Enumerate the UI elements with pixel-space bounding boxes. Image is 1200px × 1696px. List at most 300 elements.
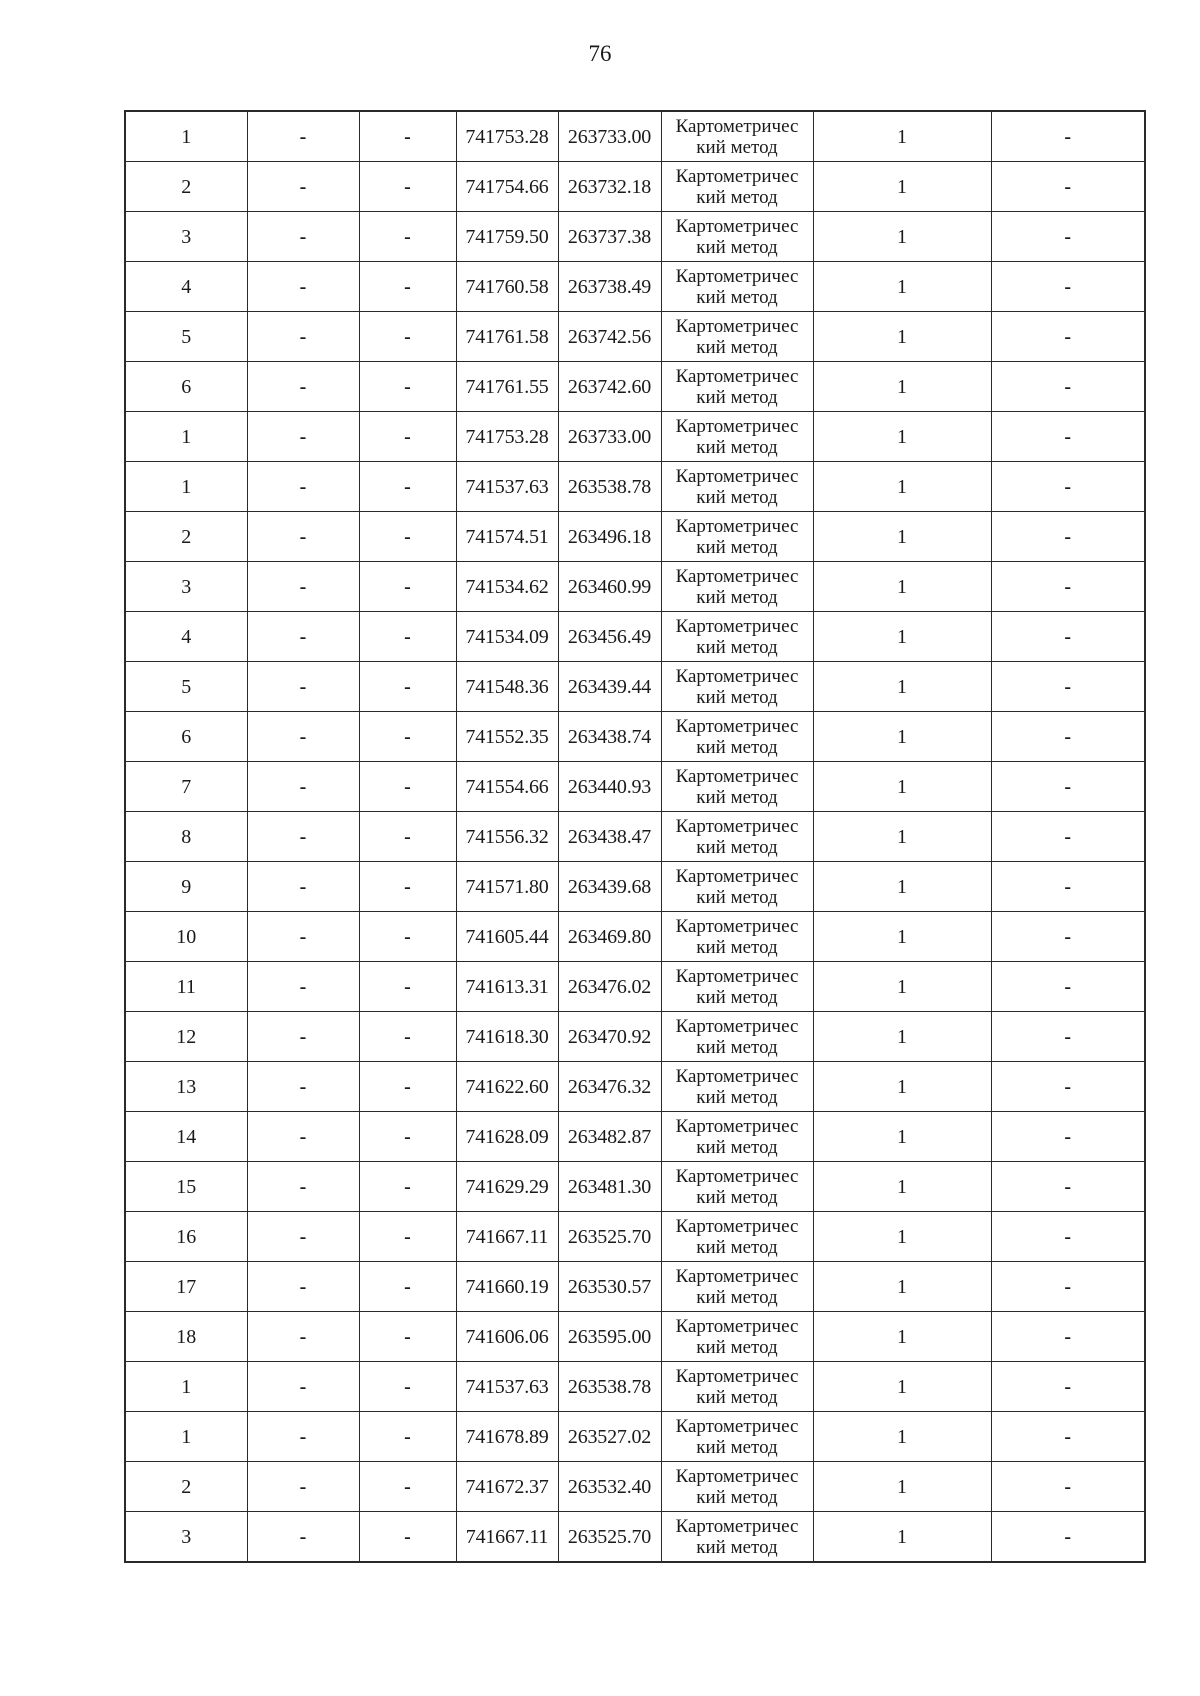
accuracy-cell: 1 <box>813 762 991 812</box>
point-number-cell: 5 <box>125 312 247 362</box>
method-cell <box>661 1112 813 1162</box>
empty-dash-cell: - <box>991 212 1145 262</box>
table-row <box>125 562 1145 612</box>
table-row <box>125 1362 1145 1412</box>
empty-dash-cell: - <box>991 762 1145 812</box>
method-line-2: кий метод <box>696 186 778 208</box>
empty-dash-cell: - <box>247 1462 359 1512</box>
empty-dash-cell: - <box>247 1212 359 1262</box>
table-row <box>125 1062 1145 1112</box>
method-line-2: кий метод <box>696 1136 778 1158</box>
empty-dash-cell: - <box>247 1262 359 1312</box>
method-line-1: Картометричес <box>675 1165 799 1187</box>
method-line-2: кий метод <box>696 1236 778 1258</box>
coordinate-y-cell: 263742.60 <box>558 362 661 412</box>
empty-dash-cell: - <box>991 362 1145 412</box>
empty-dash-cell: - <box>247 362 359 412</box>
method-line-2: кий метод <box>696 1386 778 1408</box>
point-number-cell: 12 <box>125 1012 247 1062</box>
empty-dash-cell: - <box>359 1262 456 1312</box>
empty-dash-cell: - <box>359 111 456 162</box>
table-row <box>125 1412 1145 1462</box>
coordinates-table <box>124 110 1146 1563</box>
table-row <box>125 1312 1145 1362</box>
empty-dash-cell: - <box>991 1212 1145 1262</box>
method-cell <box>661 712 813 762</box>
empty-dash-cell: - <box>359 462 456 512</box>
coordinate-x-cell: 741761.58 <box>456 312 558 362</box>
method-line-2: кий метод <box>696 136 778 158</box>
coordinate-y-cell: 263469.80 <box>558 912 661 962</box>
method-line-2: кий метод <box>696 386 778 408</box>
method-cell <box>661 1462 813 1512</box>
coordinate-y-cell: 263525.70 <box>558 1512 661 1563</box>
accuracy-cell: 1 <box>813 262 991 312</box>
point-number-cell: 13 <box>125 1062 247 1112</box>
table-row <box>125 1112 1145 1162</box>
empty-dash-cell: - <box>991 1512 1145 1563</box>
coordinate-x-cell: 741672.37 <box>456 1462 558 1512</box>
empty-dash-cell: - <box>247 1112 359 1162</box>
method-line-1: Картометричес <box>675 465 799 487</box>
empty-dash-cell: - <box>359 1112 456 1162</box>
table-row <box>125 262 1145 312</box>
point-number-cell: 18 <box>125 1312 247 1362</box>
method-line-2: кий метод <box>696 1436 778 1458</box>
coordinate-y-cell: 263470.92 <box>558 1012 661 1062</box>
coordinate-y-cell: 263438.74 <box>558 712 661 762</box>
accuracy-cell: 1 <box>813 912 991 962</box>
empty-dash-cell: - <box>991 111 1145 162</box>
empty-dash-cell: - <box>991 712 1145 762</box>
method-line-2: кий метод <box>696 986 778 1008</box>
empty-dash-cell: - <box>247 612 359 662</box>
point-number-cell: 6 <box>125 362 247 412</box>
empty-dash-cell: - <box>247 162 359 212</box>
empty-dash-cell: - <box>359 612 456 662</box>
method-line-1: Картометричес <box>675 215 799 237</box>
empty-dash-cell: - <box>247 1062 359 1112</box>
coordinate-x-cell: 741537.63 <box>456 462 558 512</box>
coordinate-x-cell: 741534.09 <box>456 612 558 662</box>
method-line-2: кий метод <box>696 836 778 858</box>
empty-dash-cell: - <box>359 512 456 562</box>
method-line-1: Картометричес <box>675 965 799 987</box>
method-cell <box>661 662 813 712</box>
table-row <box>125 412 1145 462</box>
method-cell <box>661 562 813 612</box>
coordinate-y-cell: 263742.56 <box>558 312 661 362</box>
empty-dash-cell: - <box>359 962 456 1012</box>
coordinate-y-cell: 263733.00 <box>558 412 661 462</box>
point-number-cell: 4 <box>125 612 247 662</box>
coordinate-x-cell: 741678.89 <box>456 1412 558 1462</box>
coordinate-y-cell: 263456.49 <box>558 612 661 662</box>
empty-dash-cell: - <box>359 812 456 862</box>
point-number-cell: 4 <box>125 262 247 312</box>
empty-dash-cell: - <box>359 312 456 362</box>
method-cell <box>661 1062 813 1112</box>
method-line-1: Картометричес <box>675 1315 799 1337</box>
method-line-1: Картометричес <box>675 1215 799 1237</box>
method-cell <box>661 762 813 812</box>
method-line-2: кий метод <box>696 586 778 608</box>
coordinate-x-cell: 741618.30 <box>456 1012 558 1062</box>
empty-dash-cell: - <box>247 312 359 362</box>
table-row <box>125 812 1145 862</box>
point-number-cell: 1 <box>125 1362 247 1412</box>
empty-dash-cell: - <box>991 162 1145 212</box>
coordinate-y-cell: 263438.47 <box>558 812 661 862</box>
coordinate-x-cell: 741571.80 <box>456 862 558 912</box>
table-row <box>125 1462 1145 1512</box>
method-line-2: кий метод <box>696 636 778 658</box>
empty-dash-cell: - <box>991 1312 1145 1362</box>
method-cell <box>661 862 813 912</box>
table-row <box>125 362 1145 412</box>
empty-dash-cell: - <box>247 862 359 912</box>
table-row <box>125 1012 1145 1062</box>
empty-dash-cell: - <box>359 562 456 612</box>
coordinate-x-cell: 741628.09 <box>456 1112 558 1162</box>
empty-dash-cell: - <box>247 812 359 862</box>
coordinate-y-cell: 263440.93 <box>558 762 661 812</box>
point-number-cell: 1 <box>125 111 247 162</box>
coordinate-x-cell: 741660.19 <box>456 1262 558 1312</box>
method-line-1: Картометричес <box>675 1265 799 1287</box>
empty-dash-cell: - <box>991 462 1145 512</box>
empty-dash-cell: - <box>359 1012 456 1062</box>
coordinate-y-cell: 263482.87 <box>558 1112 661 1162</box>
method-cell <box>661 262 813 312</box>
empty-dash-cell: - <box>991 962 1145 1012</box>
accuracy-cell: 1 <box>813 362 991 412</box>
empty-dash-cell: - <box>359 1162 456 1212</box>
empty-dash-cell: - <box>991 612 1145 662</box>
accuracy-cell: 1 <box>813 1512 991 1563</box>
empty-dash-cell: - <box>359 912 456 962</box>
coordinate-y-cell: 263439.68 <box>558 862 661 912</box>
table-body <box>125 111 1145 1562</box>
empty-dash-cell: - <box>359 1062 456 1112</box>
empty-dash-cell: - <box>359 1412 456 1462</box>
method-line-1: Картометричес <box>675 1515 799 1537</box>
empty-dash-cell: - <box>991 1162 1145 1212</box>
coordinate-y-cell: 263496.18 <box>558 512 661 562</box>
empty-dash-cell: - <box>359 1362 456 1412</box>
method-cell <box>661 812 813 862</box>
method-line-2: кий метод <box>696 786 778 808</box>
table-row <box>125 912 1145 962</box>
accuracy-cell: 1 <box>813 1262 991 1312</box>
coordinate-x-cell: 741760.58 <box>456 262 558 312</box>
accuracy-cell: 1 <box>813 612 991 662</box>
table-row <box>125 212 1145 262</box>
coordinate-y-cell: 263476.02 <box>558 962 661 1012</box>
method-line-1: Картометричес <box>675 515 799 537</box>
table-row <box>125 162 1145 212</box>
point-number-cell: 1 <box>125 462 247 512</box>
method-line-2: кий метод <box>696 936 778 958</box>
coordinate-x-cell: 741629.29 <box>456 1162 558 1212</box>
point-number-cell: 6 <box>125 712 247 762</box>
empty-dash-cell: - <box>359 212 456 262</box>
point-number-cell: 3 <box>125 562 247 612</box>
accuracy-cell: 1 <box>813 662 991 712</box>
coordinate-x-cell: 741548.36 <box>456 662 558 712</box>
method-line-1: Картометричес <box>675 815 799 837</box>
empty-dash-cell: - <box>359 862 456 912</box>
method-line-1: Картометричес <box>675 265 799 287</box>
empty-dash-cell: - <box>359 762 456 812</box>
coordinate-x-cell: 741667.11 <box>456 1512 558 1563</box>
coordinate-x-cell: 741753.28 <box>456 111 558 162</box>
coordinate-y-cell: 263460.99 <box>558 562 661 612</box>
method-cell <box>661 162 813 212</box>
coordinate-y-cell: 263532.40 <box>558 1462 661 1512</box>
empty-dash-cell: - <box>247 462 359 512</box>
empty-dash-cell: - <box>247 1512 359 1563</box>
empty-dash-cell: - <box>991 912 1145 962</box>
point-number-cell: 10 <box>125 912 247 962</box>
coordinate-y-cell: 263481.30 <box>558 1162 661 1212</box>
coordinate-x-cell: 741605.44 <box>456 912 558 962</box>
accuracy-cell: 1 <box>813 1112 991 1162</box>
coordinate-y-cell: 263538.78 <box>558 1362 661 1412</box>
empty-dash-cell: - <box>247 1162 359 1212</box>
coordinate-x-cell: 741753.28 <box>456 412 558 462</box>
method-line-2: кий метод <box>696 286 778 308</box>
table-row <box>125 462 1145 512</box>
method-cell <box>661 212 813 262</box>
method-cell <box>661 912 813 962</box>
coordinate-x-cell: 741759.50 <box>456 212 558 262</box>
method-line-1: Картометричес <box>675 165 799 187</box>
method-line-2: кий метод <box>696 486 778 508</box>
accuracy-cell: 1 <box>813 512 991 562</box>
empty-dash-cell: - <box>359 1212 456 1262</box>
method-line-1: Картометричес <box>675 765 799 787</box>
coordinate-y-cell: 263439.44 <box>558 662 661 712</box>
empty-dash-cell: - <box>991 1362 1145 1412</box>
coordinate-y-cell: 263530.57 <box>558 1262 661 1312</box>
empty-dash-cell: - <box>247 212 359 262</box>
point-number-cell: 5 <box>125 662 247 712</box>
method-cell <box>661 962 813 1012</box>
empty-dash-cell: - <box>247 111 359 162</box>
empty-dash-cell: - <box>991 262 1145 312</box>
coordinate-x-cell: 741754.66 <box>456 162 558 212</box>
coordinate-x-cell: 741667.11 <box>456 1212 558 1262</box>
coordinate-x-cell: 741606.06 <box>456 1312 558 1362</box>
empty-dash-cell: - <box>991 1462 1145 1512</box>
method-cell <box>661 1262 813 1312</box>
empty-dash-cell: - <box>991 1012 1145 1062</box>
empty-dash-cell: - <box>991 812 1145 862</box>
point-number-cell: 15 <box>125 1162 247 1212</box>
coordinate-x-cell: 741622.60 <box>456 1062 558 1112</box>
point-number-cell: 2 <box>125 512 247 562</box>
empty-dash-cell: - <box>247 1362 359 1412</box>
point-number-cell: 14 <box>125 1112 247 1162</box>
method-line-2: кий метод <box>696 886 778 908</box>
method-cell <box>661 512 813 562</box>
point-number-cell: 9 <box>125 862 247 912</box>
method-line-1: Картометричес <box>675 915 799 937</box>
empty-dash-cell: - <box>247 662 359 712</box>
empty-dash-cell: - <box>991 1112 1145 1162</box>
accuracy-cell: 1 <box>813 812 991 862</box>
accuracy-cell: 1 <box>813 412 991 462</box>
method-cell <box>661 412 813 462</box>
method-cell <box>661 1512 813 1563</box>
point-number-cell: 1 <box>125 412 247 462</box>
method-line-2: кий метод <box>696 1086 778 1108</box>
accuracy-cell: 1 <box>813 212 991 262</box>
empty-dash-cell: - <box>991 1262 1145 1312</box>
method-cell <box>661 612 813 662</box>
table-row <box>125 962 1145 1012</box>
accuracy-cell: 1 <box>813 1212 991 1262</box>
empty-dash-cell: - <box>359 1312 456 1362</box>
page-number: 76 <box>588 41 612 66</box>
method-cell <box>661 1212 813 1262</box>
table-row <box>125 712 1145 762</box>
method-line-1: Картометричес <box>675 1115 799 1137</box>
empty-dash-cell: - <box>247 562 359 612</box>
accuracy-cell: 1 <box>813 1362 991 1412</box>
empty-dash-cell: - <box>359 412 456 462</box>
method-line-2: кий метод <box>696 1186 778 1208</box>
empty-dash-cell: - <box>247 1412 359 1462</box>
method-cell <box>661 1362 813 1412</box>
method-line-1: Картометричес <box>675 1015 799 1037</box>
method-cell <box>661 1012 813 1062</box>
empty-dash-cell: - <box>991 312 1145 362</box>
accuracy-cell: 1 <box>813 162 991 212</box>
point-number-cell: 2 <box>125 1462 247 1512</box>
coordinate-y-cell: 263525.70 <box>558 1212 661 1262</box>
coordinate-y-cell: 263737.38 <box>558 212 661 262</box>
point-number-cell: 2 <box>125 162 247 212</box>
coordinate-y-cell: 263476.32 <box>558 1062 661 1112</box>
method-line-2: кий метод <box>696 686 778 708</box>
coordinate-x-cell: 741554.66 <box>456 762 558 812</box>
point-number-cell: 1 <box>125 1412 247 1462</box>
accuracy-cell: 1 <box>813 862 991 912</box>
table-row <box>125 1262 1145 1312</box>
empty-dash-cell: - <box>991 562 1145 612</box>
empty-dash-cell: - <box>991 512 1145 562</box>
method-line-1: Картометричес <box>675 1465 799 1487</box>
method-line-1: Картометричес <box>675 865 799 887</box>
table-row <box>125 312 1145 362</box>
empty-dash-cell: - <box>247 762 359 812</box>
method-cell <box>661 1312 813 1362</box>
coordinate-x-cell: 741534.62 <box>456 562 558 612</box>
empty-dash-cell: - <box>359 1462 456 1512</box>
empty-dash-cell: - <box>247 412 359 462</box>
method-line-2: кий метод <box>696 336 778 358</box>
accuracy-cell: 1 <box>813 312 991 362</box>
method-line-1: Картометричес <box>675 665 799 687</box>
coordinate-y-cell: 263595.00 <box>558 1312 661 1362</box>
accuracy-cell: 1 <box>813 962 991 1012</box>
method-line-1: Картометричес <box>675 415 799 437</box>
accuracy-cell: 1 <box>813 462 991 512</box>
coordinate-y-cell: 263738.49 <box>558 262 661 312</box>
coordinate-x-cell: 741556.32 <box>456 812 558 862</box>
table-row <box>125 662 1145 712</box>
method-line-2: кий метод <box>696 736 778 758</box>
method-cell <box>661 111 813 162</box>
coordinate-x-cell: 741613.31 <box>456 962 558 1012</box>
method-line-2: кий метод <box>696 1036 778 1058</box>
table-row <box>125 612 1145 662</box>
table-row <box>125 862 1145 912</box>
method-line-1: Картометричес <box>675 115 799 137</box>
method-cell <box>661 1412 813 1462</box>
method-line-1: Картометричес <box>675 1365 799 1387</box>
method-line-2: кий метод <box>696 1536 778 1558</box>
table-row <box>125 512 1145 562</box>
empty-dash-cell: - <box>247 712 359 762</box>
empty-dash-cell: - <box>359 162 456 212</box>
table-row <box>125 111 1145 162</box>
accuracy-cell: 1 <box>813 1312 991 1362</box>
point-number-cell: 17 <box>125 1262 247 1312</box>
method-line-1: Картометричес <box>675 1415 799 1437</box>
accuracy-cell: 1 <box>813 1162 991 1212</box>
method-line-1: Картометричес <box>675 565 799 587</box>
empty-dash-cell: - <box>247 1012 359 1062</box>
accuracy-cell: 1 <box>813 1062 991 1112</box>
accuracy-cell: 1 <box>813 562 991 612</box>
method-line-1: Картометричес <box>675 365 799 387</box>
empty-dash-cell: - <box>359 262 456 312</box>
method-cell <box>661 362 813 412</box>
table-row <box>125 1212 1145 1262</box>
accuracy-cell: 1 <box>813 712 991 762</box>
empty-dash-cell: - <box>247 1312 359 1362</box>
method-line-2: кий метод <box>696 1336 778 1358</box>
point-number-cell: 3 <box>125 212 247 262</box>
table-row <box>125 1512 1145 1563</box>
coordinate-y-cell: 263538.78 <box>558 462 661 512</box>
method-line-2: кий метод <box>696 1486 778 1508</box>
empty-dash-cell: - <box>247 512 359 562</box>
empty-dash-cell: - <box>247 962 359 1012</box>
method-line-1: Картометричес <box>675 315 799 337</box>
coordinate-y-cell: 263733.00 <box>558 111 661 162</box>
coordinate-y-cell: 263732.18 <box>558 162 661 212</box>
point-number-cell: 11 <box>125 962 247 1012</box>
coordinate-x-cell: 741761.55 <box>456 362 558 412</box>
method-line-2: кий метод <box>696 436 778 458</box>
empty-dash-cell: - <box>991 1412 1145 1462</box>
method-line-2: кий метод <box>696 1286 778 1308</box>
coordinate-x-cell: 741537.63 <box>456 1362 558 1412</box>
method-line-1: Картометричес <box>675 615 799 637</box>
empty-dash-cell: - <box>991 412 1145 462</box>
method-cell <box>661 462 813 512</box>
empty-dash-cell: - <box>359 362 456 412</box>
accuracy-cell: 1 <box>813 1462 991 1512</box>
method-cell <box>661 1162 813 1212</box>
empty-dash-cell: - <box>359 712 456 762</box>
empty-dash-cell: - <box>359 1512 456 1563</box>
empty-dash-cell: - <box>991 662 1145 712</box>
